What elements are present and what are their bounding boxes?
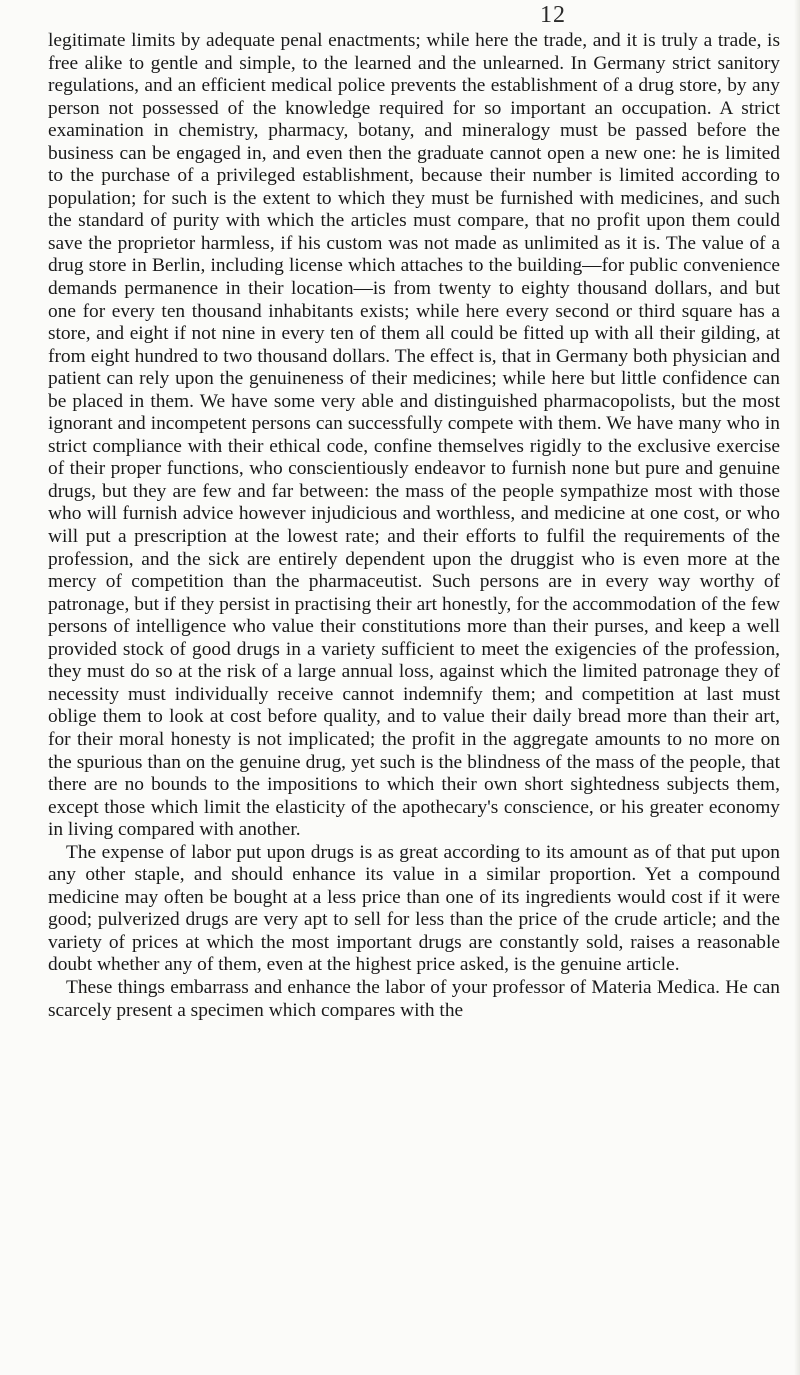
paragraph-3: These things embarrass and enhance the labor of your professor of Materia Medica. He can scarcely present a specimen which compares with the <box>48 976 780 1021</box>
paragraph-2: The expense of labor put upon drugs is as great according to its amount as of that put upon any other staple, and should enhance its value in a similar proportion. Yet a compound medicine may often be bought at a less price than one of its ingredients would cost if it were good; pulverized drugs are very apt to sell for less than the price of the crude article; and the variety of prices at which the most important drugs are constantly sold, raises a reasonable doubt whether any of them, even at the highest price asked, is the genuine article. <box>48 841 780 976</box>
paragraph-1: legitimate limits by adequate penal enactments; while here the trade, and it is truly a trade, is free alike to gentle and simple, to the learned and the unlearned. In Germany strict sanitory regulations, and an efficient medical police prevents the establishment of a drug store, by any person not possessed of the knowledge required for so important an occupation. A strict examination in chemistry, pharmacy, botany, and mineralogy must be passed before the business can be engaged in, and even then the graduate cannot open a new one: he is limited to the purchase of a privileged establishment, because their number is limited according to population; for such is the extent to which they must be furnished with medicines, and such the standard of purity with which the articles must compare, that no profit upon them could save the proprietor harmless, if his custom was not made as unlimited as it is. The value of a drug store in Berlin, including license which attaches to the building—for public convenience demands permanence in their location—is from twenty to eighty thousand dollars, and but one for every ten thousand inhabitants exists; while here every second or third square has a store, and eight if not nine in every ten of them all could be fitted up with all their gilding, at from eight hundred to two thousand dollars. The effect is, that in Germany both physician and patient can rely upon the genuineness of their medicines; while here but little confidence can be placed in them. We have some very able and distinguished pharmacopolists, but the most ignorant and incompetent persons can successfully compete with them. We have many who in strict compliance with their ethical code, confine themselves rigidly to the exclusive exercise of their proper functions, who conscientiously endeavor to furnish none but pure and genuine drugs, but they are few and far between: the mass of the people sympathize most with those who will furnish advice however injudicious and worthless, and medicine at one cost, or who will put a prescription at the lowest rate; and their efforts to fulfil the requirements of the profession, and the sick are entirely dependent upon the druggist who is even more at the mercy of competition than the pharmaceutist. Such persons are in every way worthy of patronage, but if they persist in practising their art honestly, for the accommodation of the few persons of intelligence who value their constitutions more than their purses, and keep a well provided stock of good drugs in a variety sufficient to meet the exigencies of the profession, they must do so at the risk of a large annual loss, against which the limited patronage they of necessity must individually receive cannot indemnify them; and competition at last must oblige them to look at cost before quality, and to value their daily bread more than their art, for their moral honesty is not implicated; the profit in the aggregate amounts to no more on the spurious than on the genuine drug, yet such is the blindness of the mass of the people, that there are no bounds to the impositions to which their own short sightedness subjects them, except those which limit the elasticity of the apothecary's conscience, or his greater economy in living compared with another. <box>48 30 780 841</box>
body-text <box>48 30 780 1022</box>
page-number: 12 <box>540 2 566 28</box>
page-edge-shadow <box>794 0 800 1375</box>
